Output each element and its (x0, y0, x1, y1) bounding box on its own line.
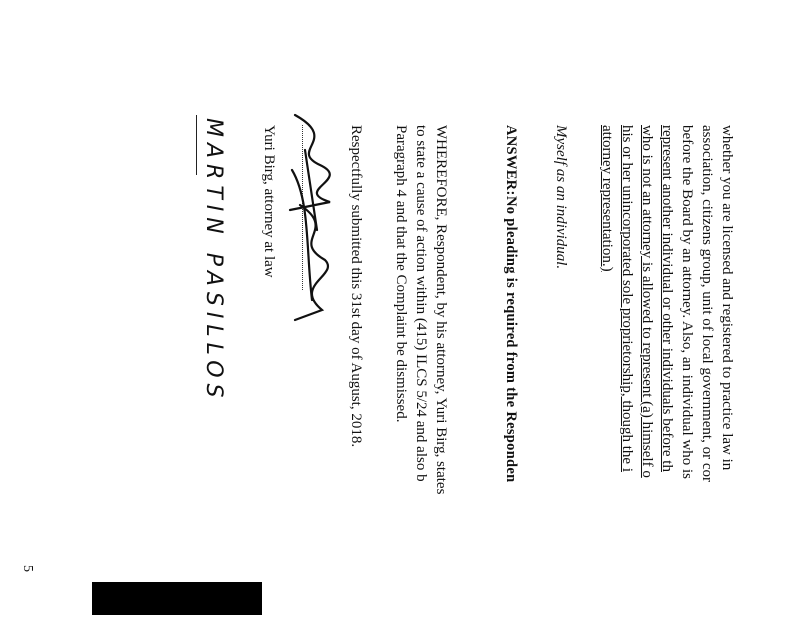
redaction-block (92, 582, 262, 615)
submitted-line: Respectfully submitted this 31st day of August, 2018. (348, 125, 364, 448)
answer-text: No pleading is required from the Responden (503, 196, 519, 483)
answer-label: ANSWER: (503, 125, 519, 196)
answer-heading: Myself as an individual. (553, 125, 569, 270)
paragraph-line: before the Board by an attorney. Also, an individual who is (679, 125, 695, 479)
paragraph-line: attorney representation.) (599, 125, 615, 272)
paragraph-line: who is not an attorney is allowed to represent (a) himself o (639, 125, 655, 478)
paragraph-line: represent another individual or other individuals before th (659, 125, 675, 472)
wherefore-line: Paragraph 4 and that the Complaint be dismissed. (393, 125, 409, 423)
paragraph-line: association, citizens group, unit of local government, or cor (699, 125, 715, 482)
paragraph-line: his or her unincorporated sole proprietorship, though the i (619, 125, 635, 473)
paragraph-line: whether you are licensed and registered to practice law in (719, 125, 735, 471)
page-mark: 5 (20, 565, 35, 572)
handwritten-name: MARTIN PASILLOS (201, 118, 226, 404)
wherefore-line: to state a cause of action within (415) ILCS 5/24 and also b (413, 125, 429, 482)
signature-line-label: Yuri Birg, attorney at law (261, 125, 277, 278)
wherefore-line: WHEREFORE, Respondent, by his attorney, Yuri Birg, states (433, 125, 449, 495)
name-underline (196, 115, 197, 175)
